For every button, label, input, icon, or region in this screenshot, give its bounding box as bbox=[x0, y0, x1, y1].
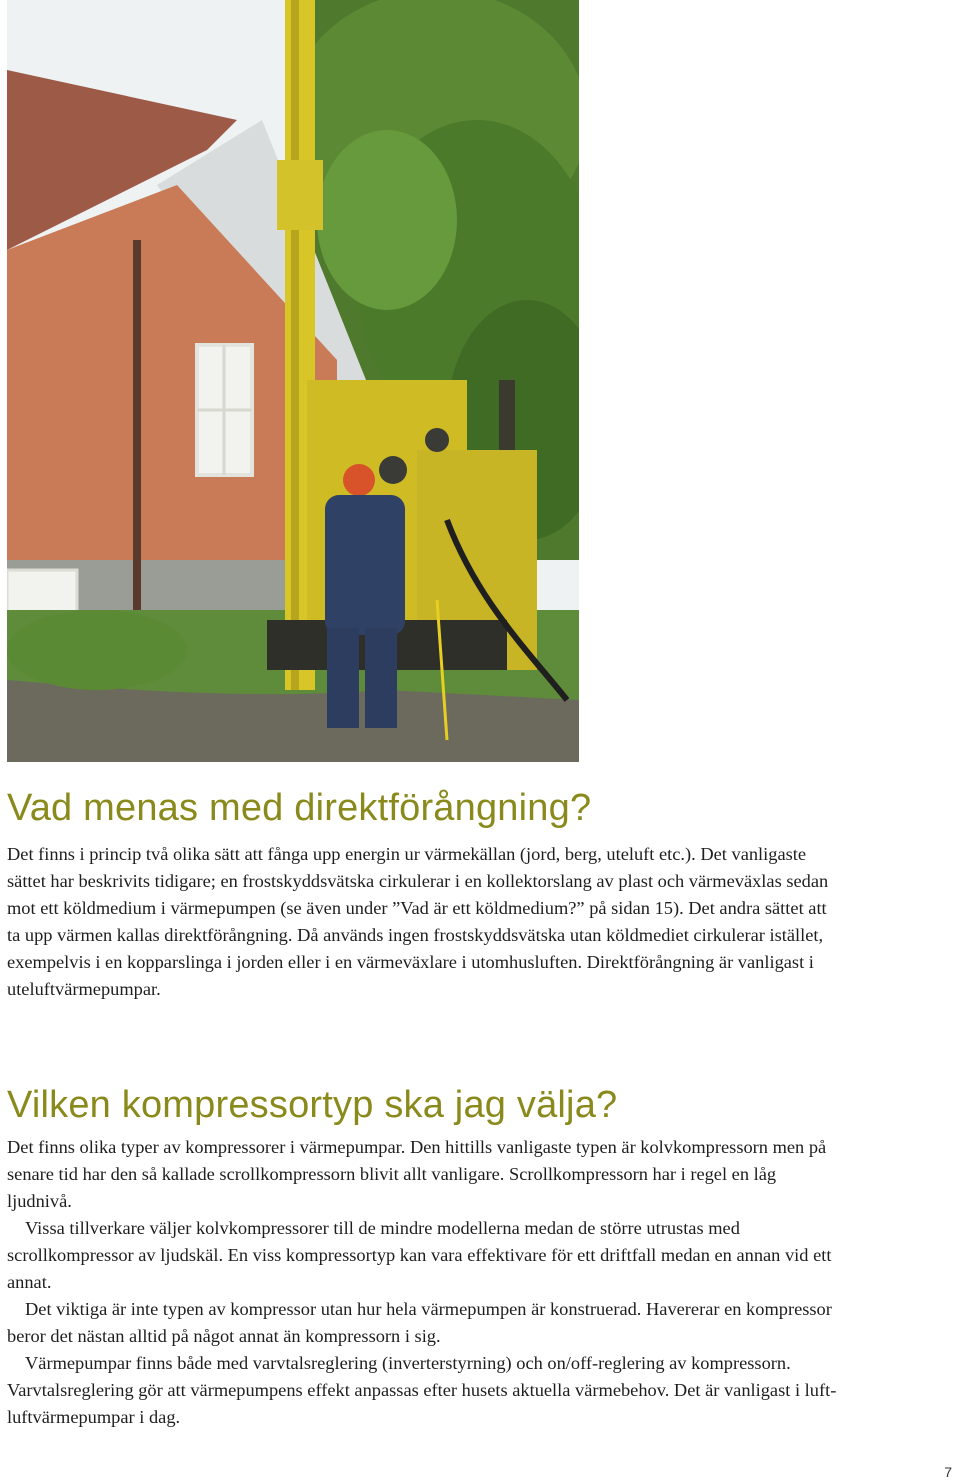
paragraph: Det finns olika typer av kompressorer i värmepumpar. Den hittills vanligaste typen är kolvkompressorn men på senare tid har den så kallade scrollkompressorn blivit allt vanligare. Scrollkompressorn har i regel en låg ljudnivå. bbox=[7, 1137, 827, 1211]
drilling-rig-photo bbox=[7, 0, 579, 762]
paragraph: Det viktiga är inte typen av kompressor utan hur hela värmepumpen är konstruerad. Havererar en kompressor beror det nästan alltid på något annat än kompressorn i sig. bbox=[7, 1299, 832, 1346]
paragraph: Värmepumpar finns både med varvtalsreglering (inverterstyrning) och on/off-reglering av kompressorn. Varvtalsreglering gör att värmepumpens effekt anpassas efter husets aktuella värmebehov. Det är vanligast i luft-luftvärmepumpar i dag. bbox=[7, 1353, 837, 1427]
paragraph: Vissa tillverkare väljer kolvkompressorer till de mindre modellerna medan de större utrustas med scrollkompressor av ljudskäl. En viss kompressortyp kan vara effektivare för ett driftfall medan en annan vid ett annat. bbox=[7, 1218, 832, 1292]
section-body-direktforangning bbox=[7, 841, 837, 1003]
section-body-kompressortyp bbox=[7, 1134, 837, 1431]
page-number: 7 bbox=[944, 1464, 952, 1480]
section-heading-direktforangning: Vad menas med direktförångning? bbox=[7, 787, 592, 829]
section-heading-kompressortyp: Vilken kompressortyp ska jag välja? bbox=[7, 1084, 618, 1126]
paragraph: Det finns i princip två olika sätt att fånga upp energin ur värmekällan (jord, berg, uteluft etc.). Det vanligaste sättet har beskrivits tidigare; en frostskyddsvätska cirkulerar i en kollektorslang av plast och värmeväxlas sedan mot ett köldmedium i värmepumpen (se även under ”Vad är ett köldmedium?” på sidan 15). Det andra sättet att ta upp värmen kallas direktförångning. Då används ingen frostskyddsvätska utan köldmediet cirkulerar istället, exempelvis i en kopparslinga i jorden eller i en värmeväxlare i utomhusluften. Direktförångning är vanligast i uteluftvärmepumpar. bbox=[7, 844, 829, 999]
